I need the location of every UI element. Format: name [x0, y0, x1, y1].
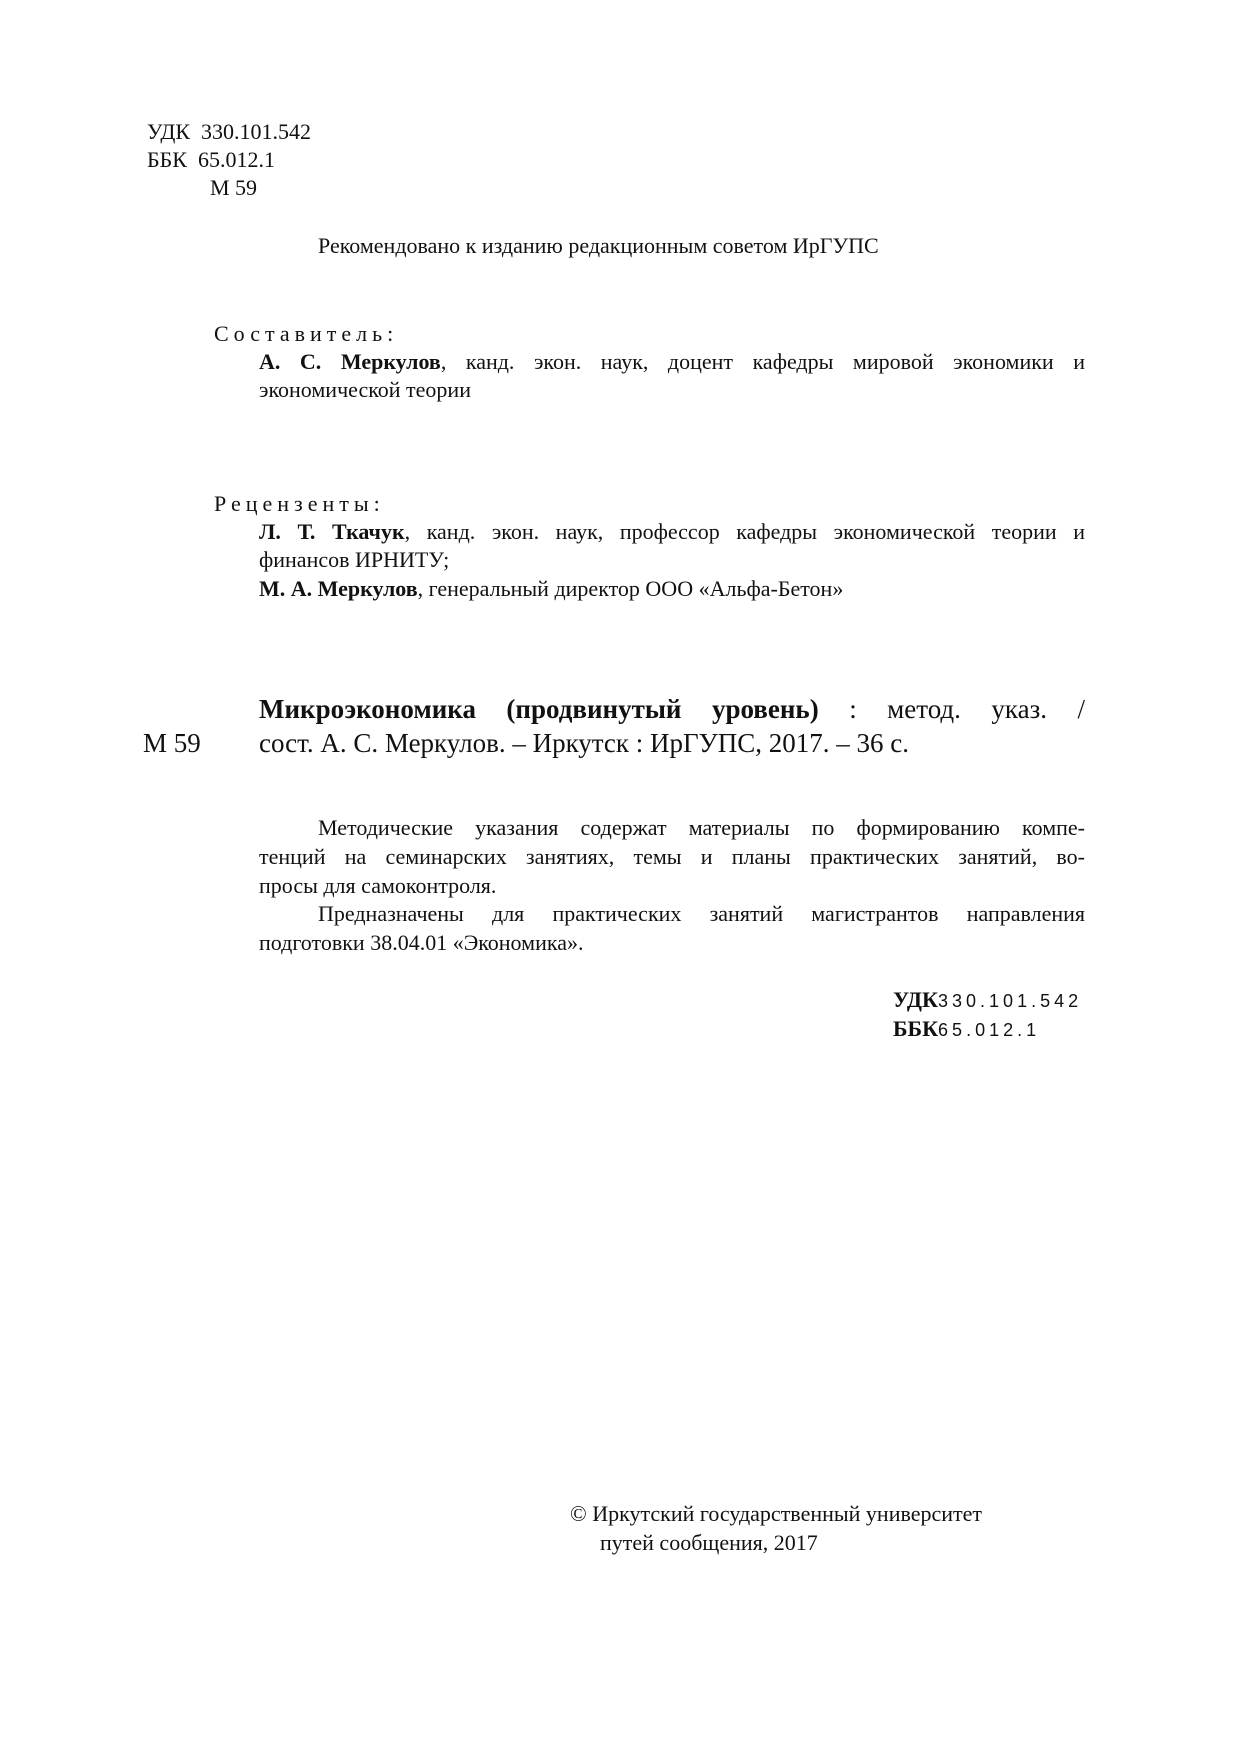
index-bbk-label: ББК [893, 1016, 939, 1041]
reviewer2-desc: , генеральный директор ООО «Альфа-Бетон» [417, 576, 844, 601]
abstract-p2-line2: подготовки 38.04.01 «Экономика». [259, 930, 584, 955]
abstract-p1-line1: Методические указания содержат материалы по формированию компе- [318, 815, 1085, 840]
reviewer2-line [259, 575, 843, 603]
bibliography-line1-rest: : метод. указ. / [818, 694, 1085, 724]
reviewer1-line1 [259, 518, 1085, 546]
bbk-value: 65.012.1 [197, 147, 275, 172]
book-title: Микроэкономика (продвинутый уровень) [259, 694, 819, 724]
bibliography-mark: М 59 [143, 728, 201, 758]
compiler-desc-1: , канд. экон. наук, доцент кафедры мировой экономики и [440, 349, 1085, 374]
recommendation: Рекомендовано к изданию редакционным советом ИрГУПС [318, 233, 879, 258]
copyright-line1: © Иркутский государственный университет [570, 1501, 983, 1526]
reviewers-heading: Рецензенты: [214, 491, 385, 516]
author-mark-top: М 59 [210, 175, 258, 200]
compiler-heading: Составитель: [214, 321, 399, 346]
udk-line [147, 118, 311, 146]
abstract-p1-line3: просы для самоконтроля. [259, 873, 497, 898]
compiler-desc-2: экономической теории [259, 377, 471, 402]
compiler-line1 [259, 348, 1085, 376]
reviewer2-name: М. А. Меркулов [259, 576, 418, 601]
reviewer1-name: Л. Т. Ткачук [259, 519, 405, 544]
abstract-p1-line2: тенций на семинарских занятиях, темы и планы практических занятий, во- [259, 844, 1085, 869]
index-bbk [893, 1015, 1040, 1044]
udk-label: УДК [147, 119, 191, 144]
index-udk-value: 330.101.542 [938, 991, 1083, 1011]
bbk-line [147, 146, 275, 174]
index-bbk-value: 65.012.1 [938, 1020, 1041, 1040]
reviewer1-desc-2: финансов ИРНИТУ; [259, 547, 450, 572]
bibliography-line2: сост. А. С. Меркулов. – Иркутск : ИрГУПС, 2017. – 36 с. [259, 728, 910, 758]
copyright-line2: путей сообщения, 2017 [600, 1530, 818, 1555]
reviewer1-desc-1: , канд. экон. наук, профессор кафедры экономической теории и [404, 519, 1085, 544]
abstract-p2-line1: Предназначены для практических занятий магистрантов направления [318, 901, 1085, 926]
index-udk [893, 986, 1082, 1015]
udk-value: 330.101.542 [201, 119, 312, 144]
bibliography-line1 [259, 690, 1085, 728]
bbk-label: ББК [147, 147, 187, 172]
compiler-name: А. С. Меркулов [259, 349, 441, 374]
index-udk-label: УДК [893, 987, 939, 1012]
